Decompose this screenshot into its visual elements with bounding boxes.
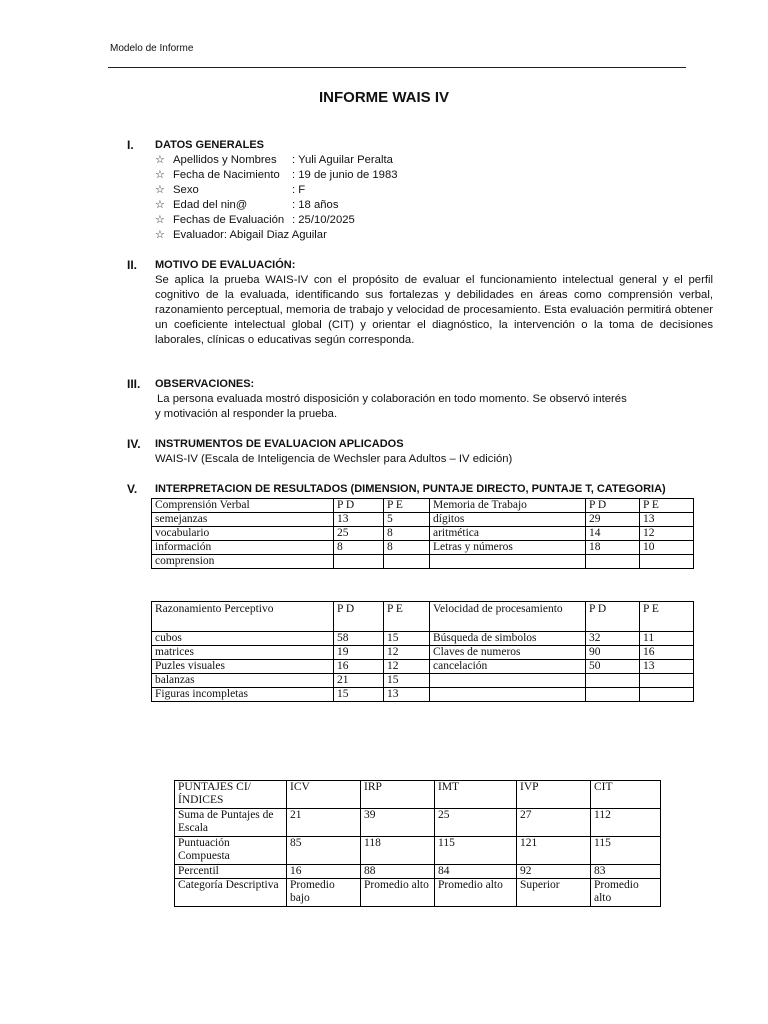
star-icon: ☆ (155, 214, 165, 226)
table-row: Percentil 16 88 84 92 83 (175, 865, 661, 879)
section-number: I. (127, 138, 134, 152)
table-row: semejanzas 13 5 dígitos 29 13 (152, 513, 694, 527)
section-number: II. (127, 258, 138, 272)
section-title: DATOS GENERALES (155, 139, 264, 151)
star-icon: ☆ (155, 169, 165, 181)
table-perceptivo-velocidad (151, 601, 694, 702)
table-row: balanzas 21 15 (152, 674, 694, 688)
table-row: cubos 58 15 Búsqueda de simbolos 32 11 (152, 632, 694, 646)
instrumentos-text: WAIS-IV (Escala de Inteligencia de Wechsler para Adultos – IV edición) (155, 453, 513, 465)
section-number: IV. (127, 437, 141, 451)
table-header-row: Comprensión Verbal P D P E Memoria de Trabajo P D P E (152, 499, 694, 513)
star-icon: ☆ (155, 184, 165, 196)
document-label: Modelo de Informe (110, 43, 194, 54)
page-title: INFORME WAIS IV (318, 89, 449, 106)
table-row: comprension (152, 555, 694, 569)
star-icon: ☆ (155, 154, 165, 166)
observaciones-text: La persona evaluada mostró disposición y colaboración en todo momento. Se observó interés y motivación al responder la prueba. (155, 393, 627, 420)
table-header-row: PUNTAJES CI/ÍNDICES ICV IRP IMT IVP CIT (175, 781, 661, 809)
table-row: matrices 19 12 Claves de numeros 90 16 (152, 646, 694, 660)
section-title: MOTIVO DE EVALUACIÓN: (155, 259, 296, 271)
table-row: Figuras incompletas 15 13 (152, 688, 694, 702)
table-row: información 8 8 Letras y números 18 10 (152, 541, 694, 555)
table-row: Categoría Descriptiva Promedio bajo Promedio alto Promedio alto Superior Promedio alto (175, 879, 661, 907)
star-icon: ☆ (155, 199, 165, 211)
table-row: vocabulario 25 8 aritmética 14 12 (152, 527, 694, 541)
table-row: Puntuación Compuesta 85 118 115 121 115 (175, 837, 661, 865)
table-indices (174, 780, 661, 907)
section-number: III. (127, 377, 141, 391)
header-divider (108, 67, 686, 68)
table-verbal-memoria (151, 498, 694, 569)
table-row: Puzles visuales 16 12 cancelación 50 13 (152, 660, 694, 674)
section-title: INTERPRETACION DE RESULTADOS (DIMENSION, PUNTAJE DIRECTO, PUNTAJE T, CATEGORIA) (155, 483, 666, 495)
star-icon: ☆ (155, 229, 165, 241)
section-number: V. (127, 482, 138, 496)
section-title: INSTRUMENTOS DE EVALUACION APLICADOS (155, 438, 404, 450)
table-row: Suma de Puntajes de Escala 21 39 25 27 112 (175, 809, 661, 837)
motivo-text: Se aplica la prueba WAIS-IV con el propósito de evaluar el funcionamiento intelectual general y el perfil cognitivo de la evaluada, identificando sus fortalezas y debilidades en áreas como comprensión verbal, razonamiento perceptual, memoria de trabajo y velocidad de procesamiento. Esta evaluación permitirá obtener un coeficiente intelectual global (CIT) y orientar el diagnóstico, la intervención o la toma de decisiones laborales, clínicas o educativas según corresponda. (155, 274, 713, 346)
table-header-row: Razonamiento Perceptivo P D P E Velocidad de procesamiento P D P E (152, 602, 694, 632)
section-title: OBSERVACIONES: (155, 378, 255, 390)
